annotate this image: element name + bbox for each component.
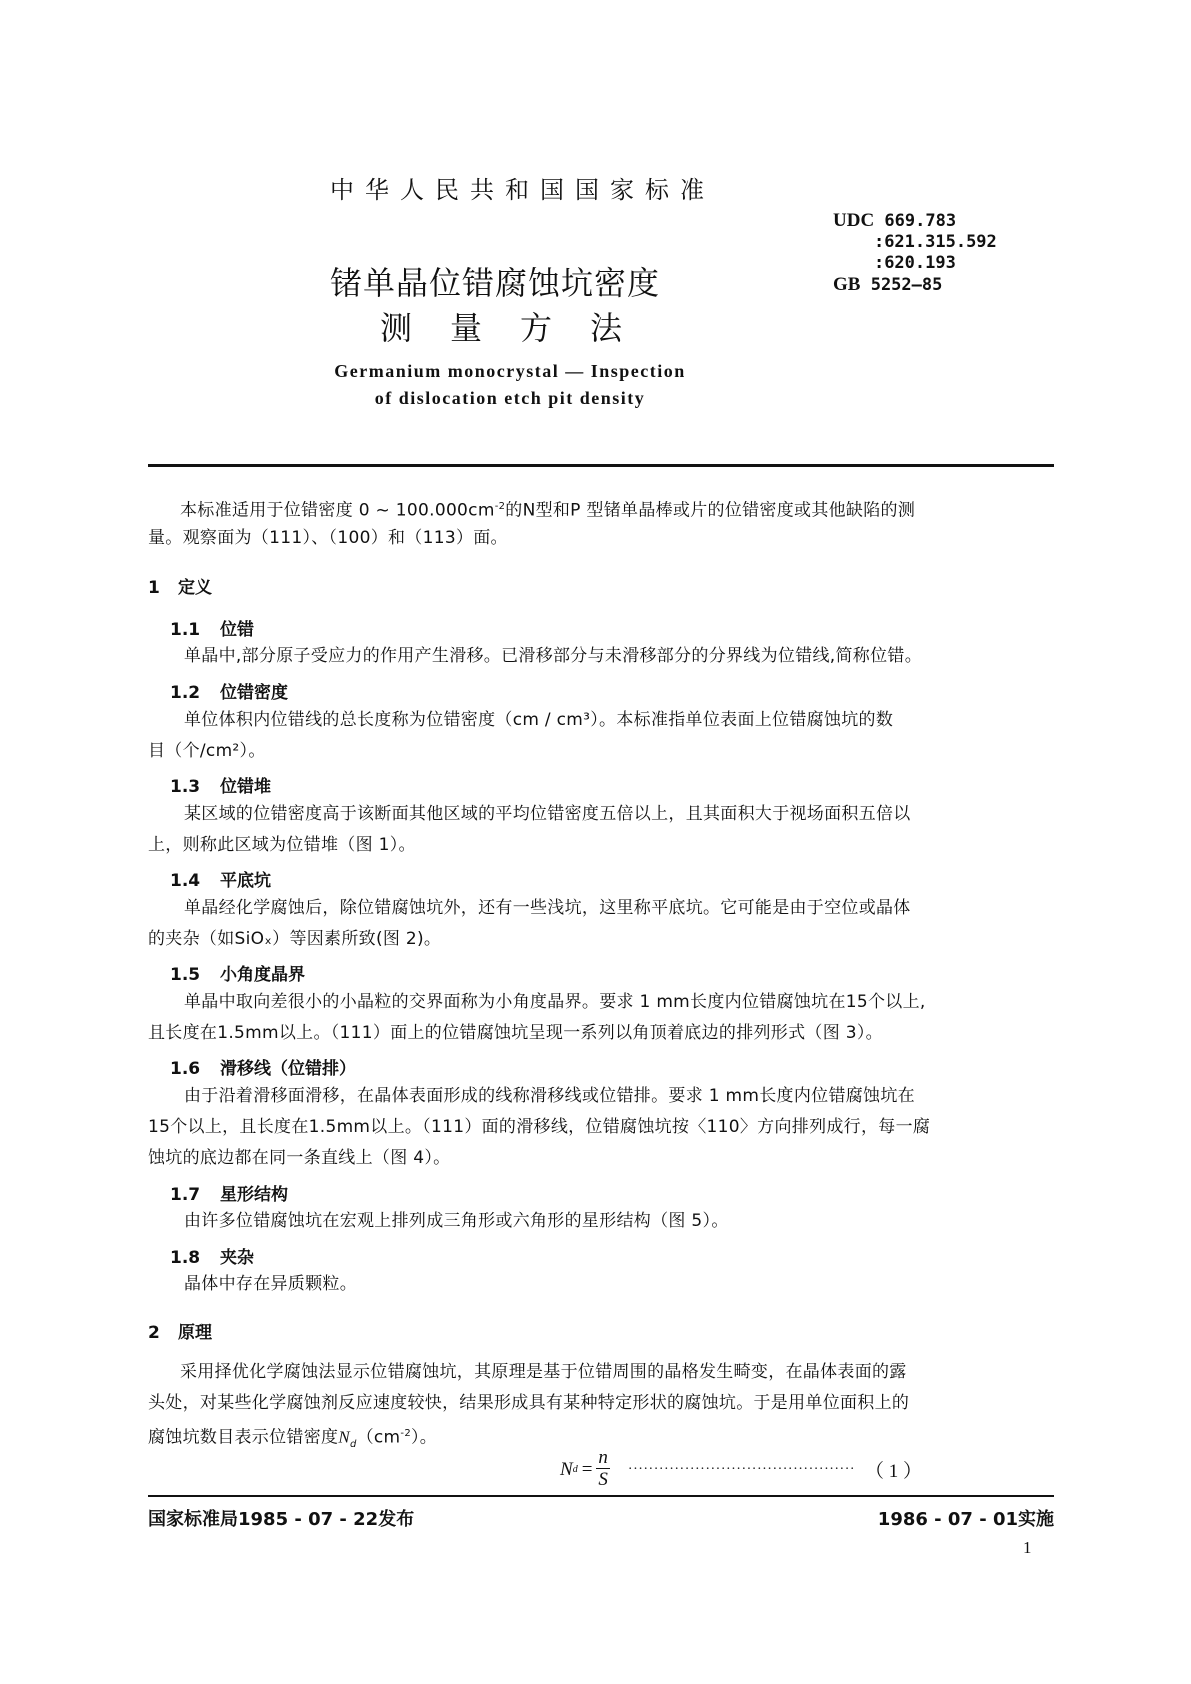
formula-numerator: n (598, 1447, 608, 1468)
subsection-1-5-heading (170, 960, 305, 985)
udc-code-2: :621.315.592 (873, 232, 997, 252)
equation-1 (560, 1448, 922, 1491)
title-zh-line1: 锗单晶位错腐蚀坑密度 (330, 264, 661, 302)
title-zh-line2: 测量方法 (380, 309, 661, 347)
subsection-1-5-text-2: 且长度在1.5mm以上。（111）面上的位错腐蚀坑呈现一系列以角顶着底边的排列形式（图 3）。 (148, 1023, 883, 1043)
subsection-1-4-text-2: 的夹杂（如SiOₓ）等因素所致(图 2)。 (148, 929, 442, 949)
section-2-heading (148, 1318, 212, 1343)
section-2-text-1: 采用择优化学腐蚀法显示位错腐蚀坑，其原理是基于位错周围的晶格发生畸变，在晶体表面的露 (180, 1362, 907, 1382)
section-1-heading (148, 573, 212, 598)
subsection-1-4-heading (170, 866, 271, 891)
subsection-title: 夹杂 (220, 1248, 254, 1268)
intro-line-1 (180, 497, 915, 521)
gb-label: GB (833, 274, 861, 295)
subsection-1-2-heading (170, 678, 288, 703)
effective-date: 1986 - 07 - 01实施 (877, 1509, 1054, 1530)
udc-classification (833, 210, 997, 296)
subsection-number: 1.3 (170, 777, 201, 797)
subsection-1-7-text: 由许多位错腐蚀坑在宏观上排列成三角形或六角形的星形结构（图 5）。 (184, 1211, 729, 1231)
subsection-1-7-heading (170, 1180, 288, 1205)
title-en-line2: of dislocation etch pit density (374, 388, 646, 408)
issued-date: 国家标准局1985 - 07 - 22发布 (148, 1509, 415, 1530)
formula-lhs-subscript: d (572, 1464, 578, 1475)
subsection-title: 位错 (220, 620, 254, 640)
subsection-1-2-text-1: 单位体积内位错线的总长度称为位错密度（cm / cm³）。本标准指单位表面上位错腐蚀坑的数 (184, 710, 894, 730)
udc-code-1: 669.783 (884, 211, 957, 231)
intro-text-b: 的N型和P 型锗单晶棒或片的位错密度或其他缺陷的测 (505, 500, 916, 521)
subsection-1-3-text-1: 某区域的位错密度高于该断面其他区域的平均位错密度五倍以上，且其面积大于视场面积五倍以 (184, 804, 911, 824)
subsection-1-3-text-2: 上，则称此区域为位错堆（图 1）。 (148, 835, 416, 855)
formula-leader-dots: ············································ (627, 1461, 856, 1477)
title-en-line1: Germanium monocrystal — Inspection (334, 361, 686, 381)
subsection-title: 位错密度 (220, 683, 288, 703)
subsection-1-6-text-2: 15个以上，且长度在1.5mm以上。（111）面的滑移线，位错腐蚀坑按〈110〉方向排列成行，每一腐 (148, 1117, 931, 1137)
unit-close: ）。 (411, 1427, 438, 1448)
subsection-number: 1.5 (170, 965, 201, 985)
formula-equals: = (581, 1458, 593, 1480)
equation-number: （ 1 ） (865, 1461, 923, 1482)
section-number: 2 (148, 1323, 160, 1343)
subsection-1-4-text-1: 单晶经化学腐蚀后，除位错腐蚀坑外，还有一些浅坑，这里称平底坑。它可能是由于空位或晶体 (184, 898, 911, 918)
unit-superscript: -2 (400, 1428, 411, 1439)
udc-label: UDC (833, 210, 875, 231)
header-divider (148, 464, 1054, 467)
intro-text-a: 本标准适用于位错密度 0 ~ 100.000cm (180, 500, 495, 521)
subsection-title: 位错堆 (220, 777, 271, 797)
subsection-1-1-heading (170, 615, 254, 640)
subsection-number: 1.4 (170, 871, 201, 891)
subsection-number: 1.6 (170, 1059, 201, 1079)
subsection-title: 平底坑 (220, 871, 271, 891)
subsection-number: 1.7 (170, 1185, 201, 1205)
density-subscript: d (349, 1439, 357, 1451)
subsection-1-2-text-2: 目（个/cm²）。 (148, 741, 266, 761)
density-symbol: N (338, 1427, 350, 1447)
section-2-text-3 (148, 1424, 437, 1455)
section-2-text-3-lead: 腐蚀坑数目表示位错密度 (148, 1427, 339, 1448)
page-number: 1 (1023, 1538, 1032, 1557)
section-2-text-2: 头处，对某些化学腐蚀剂反应速度较快，结果形成具有某种特定形状的腐蚀坑。于是用单位面积上的 (148, 1393, 910, 1413)
subsection-1-8-heading (170, 1243, 254, 1268)
section-title: 原理 (178, 1323, 212, 1343)
footer-divider (148, 1495, 1054, 1497)
subsection-1-6-text-3: 蚀坑的底边都在同一条直线上（图 4）。 (148, 1148, 451, 1168)
intro-line-2: 量。观察面为（111）、（100）和（113）面。 (148, 528, 508, 548)
intro-superscript: -2 (494, 501, 506, 512)
formula-fraction (596, 1448, 610, 1491)
subsection-1-6-heading (170, 1054, 356, 1079)
subsection-number: 1.2 (170, 683, 201, 703)
unit-text: （cm (356, 1427, 401, 1448)
section-number: 1 (148, 578, 160, 598)
section-title: 定义 (178, 578, 212, 598)
subsection-title: 星形结构 (220, 1185, 288, 1205)
subsection-1-3-heading (170, 772, 271, 797)
gb-number: 5252—85 (870, 275, 943, 295)
formula-lhs: N (560, 1458, 573, 1480)
subsection-1-8-text: 晶体中存在异质颗粒。 (184, 1274, 357, 1294)
title-en (300, 358, 720, 412)
formula-denominator: S (598, 1469, 608, 1490)
national-standard-heading: 中华人民共和国国家标准 (330, 176, 715, 204)
subsection-1-6-text-1: 由于沿着滑移面滑移，在晶体表面形成的线称滑移线或位错排。要求 1 mm长度内位错腐蚀坑在 (184, 1086, 915, 1106)
subsection-1-5-text-1: 单晶中取向差很小的小晶粒的交界面称为小角度晶界。要求 1 mm长度内位错腐蚀坑在15个以上, (184, 992, 926, 1012)
subsection-number: 1.1 (170, 620, 201, 640)
subsection-1-1-text: 单晶中,部分原子受应力的作用产生滑移。已滑移部分与未滑移部分的分界线为位错线,简称位错。 (184, 646, 923, 666)
udc-code-3: :620.193 (873, 253, 956, 273)
subsection-title: 滑移线（位错排） (220, 1059, 356, 1079)
subsection-number: 1.8 (170, 1248, 201, 1268)
subsection-title: 小角度晶界 (220, 965, 305, 985)
